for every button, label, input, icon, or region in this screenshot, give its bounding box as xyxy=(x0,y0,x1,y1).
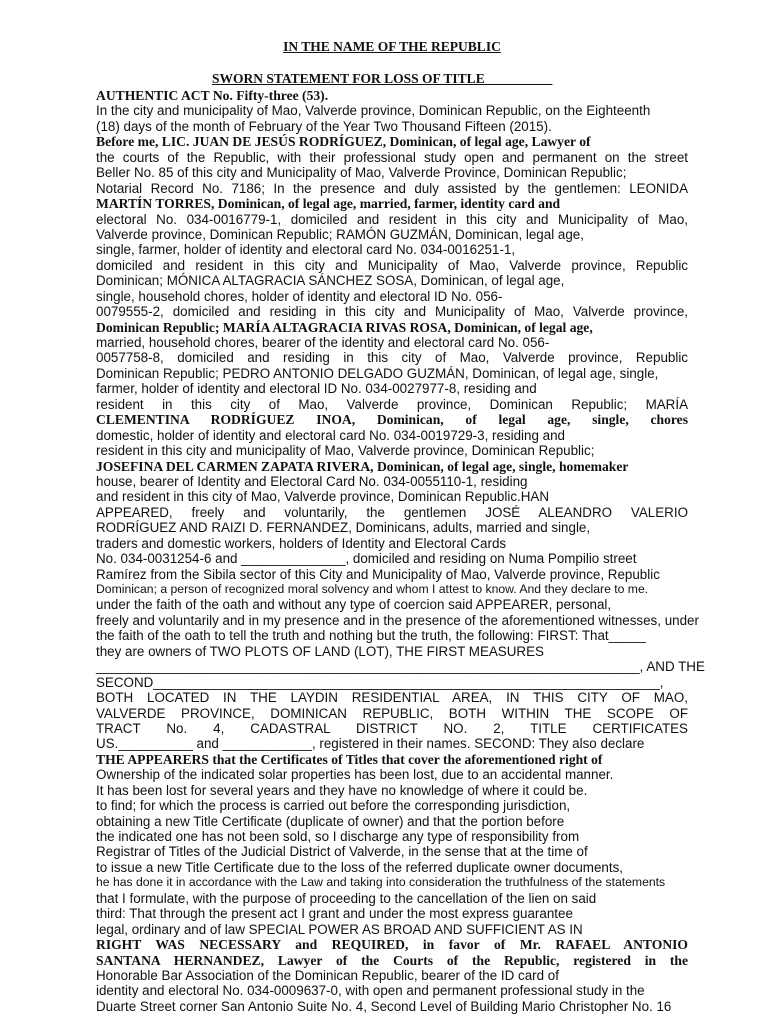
document-heading: IN THE NAME OF THE REPUBLIC xyxy=(283,39,501,54)
body-line: _________________________________________________________________________, AND THE xyxy=(96,659,705,675)
body-line: No. 034-0031254-6 and ______________, domiciled and residing on Numa Pompilio street xyxy=(96,551,637,567)
body-line: house, bearer of Identity and Electoral Card No. 034-0055110-1, residing xyxy=(96,473,528,489)
body-line: JOSEFINA DEL CARMEN ZAPATA RIVERA, Dominican, of legal age, single, homemaker xyxy=(96,458,629,474)
body-line: Honorable Bar Association of the Dominican Republic, bearer of the ID card of xyxy=(96,967,559,983)
body-line: Ramírez from the Sibila sector of this City and Municipality of Mao, Valverde province, Republic xyxy=(96,566,660,582)
body-line: to find; for which the process is carried out before the corresponding jurisdiction, xyxy=(96,798,571,814)
subheading-blank: __________ xyxy=(484,71,553,86)
body-line: Dominican Republic; PEDRO ANTONIO DELGADO GUZMÁN, Dominican, of legal age, single, xyxy=(96,365,659,381)
body-line: Dominican Republic; MARÍA ALTAGRACIA RIVAS ROSA, Dominican, of legal age, xyxy=(96,319,593,335)
body-line: THE APPEARERS that the Certificates of Titles that cover the aforementioned right of xyxy=(96,751,603,767)
body-line: Notarial Record No. 7186; In the presence and duly assisted by the gentlemen: LEONIDA xyxy=(96,180,688,196)
subheading-text: SWORN STATEMENT FOR LOSS OF TITLE xyxy=(212,71,485,86)
body-line: and resident in this city of Mao, Valverde province, Dominican Republic.HAN xyxy=(96,489,550,505)
body-line: VALVERDE PROVINCE, DOMINICAN REPUBLIC, BOTH WITHIN THE SCOPE OF xyxy=(96,705,688,721)
body-line: single, household chores, holder of identity and electoral ID No. 056- xyxy=(96,288,503,304)
body-line: legal, ordinary and of law SPECIAL POWER AS BROAD AND SUFFICIENT AS IN xyxy=(96,921,583,937)
body-line: 0079555-2, domiciled and residing in this city and Municipality of Mao, Valverde province, xyxy=(96,304,688,320)
body-line: identity and electoral No. 034-0009637-0, with open and permanent professional study in the xyxy=(96,983,645,999)
body-line: traders and domestic workers, holders of Identity and Electoral Cards xyxy=(96,535,507,551)
body-line: MARTÍN TORRES, Dominican, of legal age, married, farmer, identity card and xyxy=(96,196,561,212)
body-line: Beller No. 85 of this city and Municipality of Mao, Valverde Province, Dominican Republic; xyxy=(96,165,627,181)
body-line: that I formulate, with the purpose of proceeding to the cancellation of the lien on said xyxy=(96,890,597,906)
document-subheading xyxy=(96,70,688,88)
body-line: under the faith of the oath and without any type of coercion said APPEARER, personal, xyxy=(96,597,612,613)
body-line: BOTH LOCATED IN THE LAYDIN RESIDENTIAL AREA, IN THIS CITY OF MAO, xyxy=(96,690,688,706)
body-line: domestic, holder of identity and electoral card No. 034-0019729-3, residing and xyxy=(96,427,565,443)
body-line: 0057758-8, domiciled and residing in this city of Mao, Valverde province, Republic xyxy=(96,350,688,366)
body-line: Registrar of Titles of the Judicial District of Valverde, in the sense that at the time of xyxy=(96,844,588,860)
body-line: SECOND____________________________________________________________________, xyxy=(96,674,664,690)
body-line: AUTHENTIC ACT No. Fifty-three (53). xyxy=(96,88,329,103)
body-line: freely and voluntarily and in my presence and in the presence of the aforementioned witnesses, under xyxy=(96,612,699,628)
body-line: single, farmer, holder of identity and electoral card No. 034-0016251-1, xyxy=(96,242,516,258)
body-line: farmer, holder of identity and electoral ID No. 034-0027977-8, residing and xyxy=(96,381,537,397)
body-line: RIGHT WAS NECESSARY and REQUIRED, in favor of Mr. RAFAEL ANTONIO xyxy=(96,937,688,953)
body-line: (18) days of the month of February of the Year Two Thousand Fifteen (2015). xyxy=(96,118,552,134)
body-line: to issue a new Title Certificate due to the loss of the referred duplicate owner documents, xyxy=(96,859,623,875)
body-line: In the city and municipality of Mao, Valverde province, Dominican Republic, on the Eighteenth xyxy=(96,103,651,119)
body-line: SANTANA HERNANDEZ, Lawyer of the Courts of the Republic, registered in the xyxy=(96,952,688,968)
body-line: US.__________ and ____________, registered in their names. SECOND: They also declare xyxy=(96,736,645,752)
body-line: Duarte Street corner San Antonio Suite No. 4, Second Level of Building Mario Christopher No. 16 xyxy=(96,998,672,1014)
body-line: domiciled and resident in this city and Municipality of Mao, Valverde province, Republic xyxy=(96,257,688,273)
body-line: the faith of the oath to tell the truth and nothing but the truth, the following: FIRST: That_____ xyxy=(96,628,646,644)
body-line: Dominican; a person of recognized moral solvency and whom I attest to know. And they declare to me. xyxy=(96,582,649,596)
body-line: obtaining a new Title Certificate (duplicate of owner) and that the portion before xyxy=(96,813,565,829)
body-line: APPEARED, freely and voluntarily, the gentlemen JOSÉ ALEANDRO VALERIO xyxy=(96,504,688,520)
body-line: RODRÍGUEZ AND RAIZI D. FERNANDEZ, Dominicans, adults, married and single, xyxy=(96,520,591,536)
body-line: he has done it in accordance with the Law and taking into consideration the truthfulness of the statements xyxy=(96,875,666,890)
document-body xyxy=(96,88,705,1014)
body-line: electoral No. 034-0016779-1, domiciled and resident in this city and Municipality of Mao, xyxy=(96,211,688,227)
body-line: Dominican; MÓNICA ALTAGRACIA SÁNCHEZ SOSA, Dominican, of legal age, xyxy=(96,273,565,289)
body-line: CLEMENTINA RODRÍGUEZ INOA, Dominican, of legal age, single, chores xyxy=(96,412,688,428)
body-line: they are owners of TWO PLOTS OF LAND (LOT), THE FIRST MEASURES xyxy=(96,643,544,659)
body-line: TRACT No. 4, CADASTRAL DISTRICT NO. 2, TITLE CERTIFICATES xyxy=(96,720,688,736)
body-line: the courts of the Republic, with their professional study open and permanent on the street xyxy=(96,149,688,165)
body-line: married, household chores, bearer of the identity and electoral card No. 056- xyxy=(96,335,550,350)
body-line: resident in this city and municipality of Mao, Valverde province, Dominican Republic; xyxy=(96,443,595,459)
body-line: Valverde province, Dominican Republic; RAMÓN GUZMÁN, Dominican, legal age, xyxy=(96,226,584,242)
body-line: Before me, LIC. JUAN DE JESÚS RODRÍGUEZ, Dominican, of legal age, Lawyer of xyxy=(96,134,591,150)
body-line: It has been lost for several years and they have no knowledge of where it could be. xyxy=(96,782,588,798)
body-line: the indicated one has not been sold, so I discharge any type of responsibility from xyxy=(96,829,580,844)
body-line: resident in this city of Mao, Valverde province, Dominican Republic; MARÍA xyxy=(96,396,688,412)
body-line: third: That through the present act I grant and under the most express guarantee xyxy=(96,906,573,922)
body-line: Ownership of the indicated solar properties has been lost, due to an accidental manner. xyxy=(96,767,614,783)
